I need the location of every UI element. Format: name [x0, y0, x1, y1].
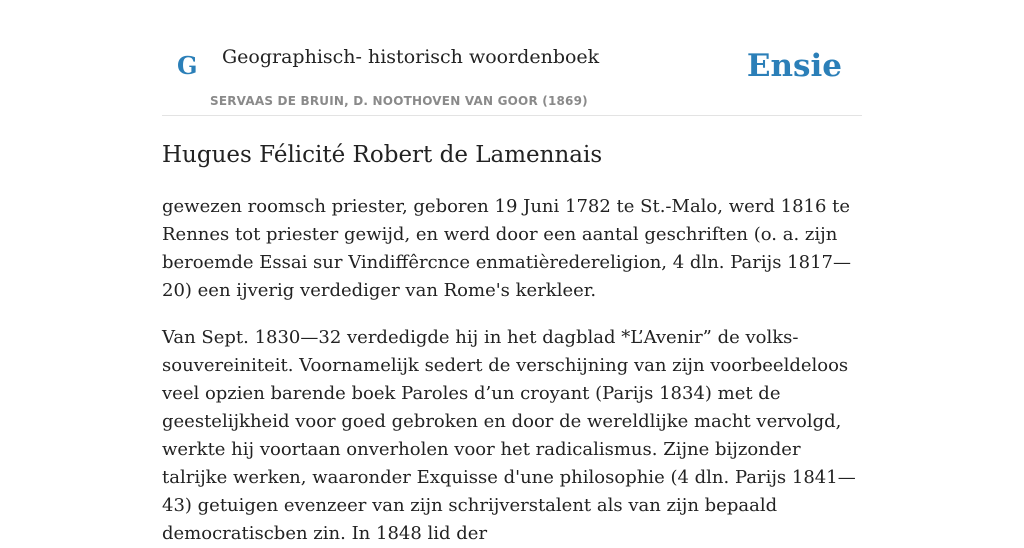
book-title[interactable]: Geographisch- historisch woordenboek	[222, 46, 600, 68]
article-paragraph: gewezen roomsch priester, geboren 19 Juni 1782 te St.-Malo, werd 1816 te Rennes tot priester gewijd, en werd door een aantal geschriften (o. a. zijn beroemde Essai sur Vindiffêrcnce enmatièredereligion, 4 dln. Parijs 1817—20) een ijverig verdediger van Rome's kerkleer.	[162, 195, 851, 301]
source-logo-link[interactable]: G	[177, 51, 198, 80]
article-title: Hugues Félicité Robert de Lamennais	[162, 142, 603, 168]
page	[162, 0, 862, 548]
book-authors: SERVAAS DE BRUIN, D. NOOTHOVEN VAN GOOR (1869)	[210, 94, 588, 108]
site-header	[162, 0, 862, 116]
ensie-logo-link[interactable]: Ensie	[746, 48, 842, 84]
article-paragraph: Van Sept. 1830—32 verdedigde hij in het dagblad *L’Avenir” de volks-souvereiniteit. Voornamelijk sedert de verschijning van zijn voorbeeldeloos veel opzien barende boek Paroles d’un croyant (Parijs 1834) met de geestelijkheid voor goed gebroken en door de wereldlijke macht vervolgd, werkte hij voortaan onverholen voor het radicalismus. Zijne bijzonder talrijke werken, waaronder Exquisse d'une philosophie (4 dln. Parijs 1841—43) getuigen evenzeer van zijn schrijverstalent als van zijn bepaald democratiscben zin. In 1848 lid der	[162, 326, 856, 544]
article-body	[162, 193, 862, 548]
